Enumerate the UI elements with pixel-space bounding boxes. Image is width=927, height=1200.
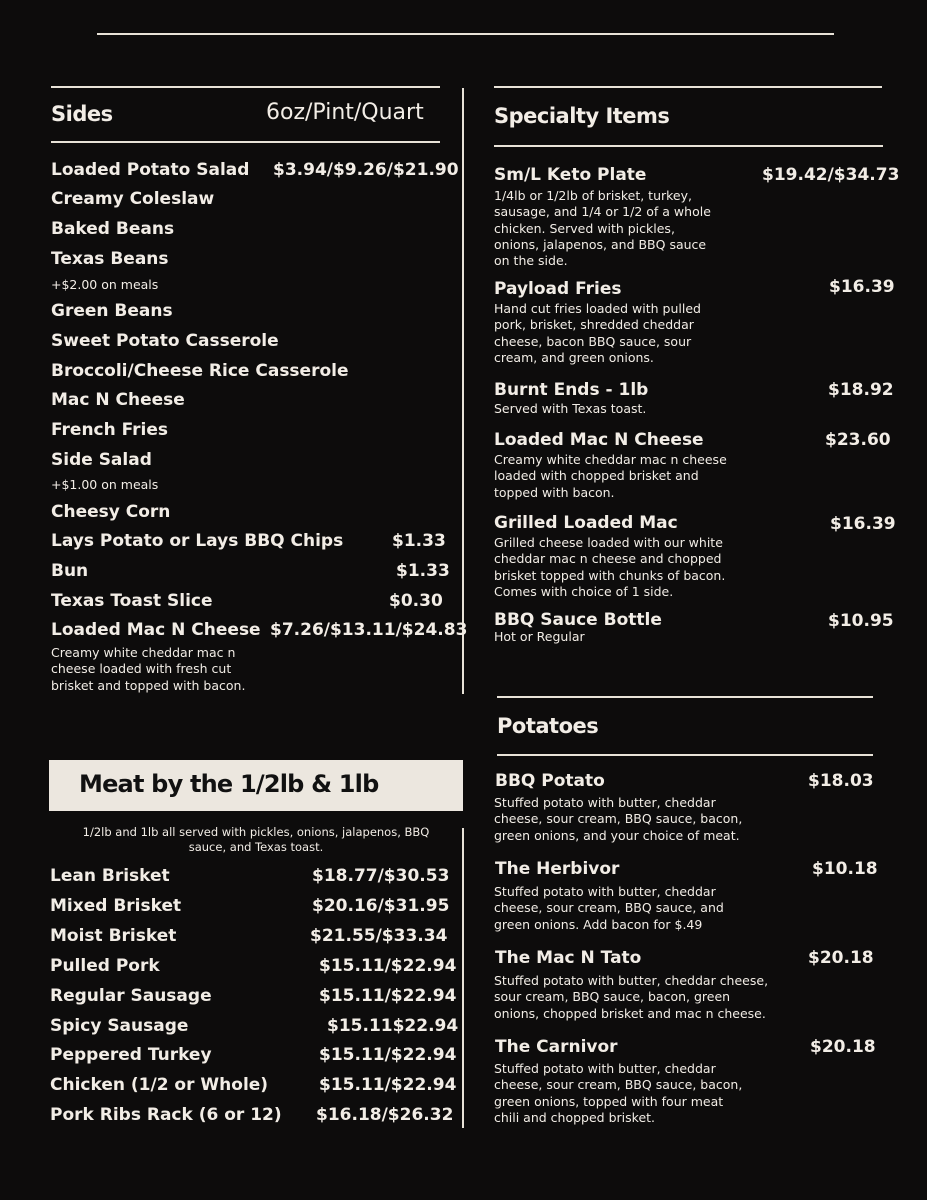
item-price: $1.33: [396, 561, 450, 581]
item-price: $15.11$22.94: [327, 1016, 459, 1036]
list-item: [51, 160, 249, 180]
item-price: $15.11/$22.94: [319, 1075, 457, 1095]
potatoes-top-rule: [497, 696, 873, 698]
list-item: Spicy Sausage: [50, 1016, 189, 1036]
item-price: $18.77/$30.53: [312, 866, 450, 886]
item-price: $20.16/$31.95: [312, 896, 450, 916]
item-price: $16.39: [829, 277, 895, 297]
list-item: BBQ Sauce Bottle: [494, 610, 662, 630]
list-item: Loaded Mac N Cheese: [494, 430, 704, 450]
list-item: Loaded Mac N Cheese: [51, 620, 261, 640]
item-price: $10.18: [812, 859, 878, 879]
potatoes-heading: Potatoes: [497, 714, 599, 738]
list-item: Lean Brisket: [50, 866, 170, 886]
list-item: Lays Potato or Lays BBQ Chips: [51, 531, 344, 551]
list-item: Burnt Ends - 1lb: [494, 380, 649, 400]
list-item: French Fries: [51, 420, 169, 440]
item-price: $10.95: [828, 611, 894, 631]
potatoes-bottom-rule: [497, 754, 873, 756]
list-item: Payload Fries: [494, 279, 622, 299]
sides-top-rule: [51, 86, 440, 88]
specialty-heading: Specialty Items: [494, 104, 670, 128]
item-description: Stuffed potato with butter, cheddar cheese, sour cream, BBQ sauce, and green onions. Add bacon for $.49: [494, 884, 724, 932]
top-divider: [97, 33, 834, 35]
item-price: $15.11/$22.94: [319, 986, 457, 1006]
list-item: Sweet Potato Casserole: [51, 331, 279, 351]
item-description: Creamy white cheddar mac n cheese loaded with chopped brisket and topped with bacon.: [494, 452, 727, 500]
specialty-bottom-rule: [494, 145, 883, 147]
list-item: Peppered Turkey: [50, 1045, 212, 1065]
list-item: Broccoli/Cheese Rice Casserole: [51, 361, 349, 381]
list-item: Pulled Pork: [50, 956, 160, 976]
item-description: Hand cut fries loaded with pulled pork, brisket, shredded cheddar cheese, bacon BBQ sauce, sour cream, and green onions.: [494, 301, 701, 365]
sides-size-label: 6oz/Pint/Quart: [266, 100, 424, 125]
list-item: Pork Ribs Rack (6 or 12): [50, 1105, 282, 1125]
sides-bottom-rule: [51, 141, 440, 143]
item-price: $18.92: [828, 380, 894, 400]
item-description: Served with Texas toast.: [494, 401, 647, 416]
item-name: Loaded Potato Salad: [51, 160, 250, 180]
item-price: $15.11/$22.94: [319, 956, 457, 976]
item-price: $15.11/$22.94: [319, 1045, 457, 1065]
list-item: Mixed Brisket: [50, 896, 182, 916]
meat-heading: Meat by the 1/2lb & 1lb: [79, 770, 379, 798]
item-price: $3.94/$9.26/$21.90: [273, 160, 459, 180]
meat-heading-banner: [49, 760, 463, 811]
list-item: Texas Toast Slice: [51, 591, 213, 611]
column-divider-upper: [462, 88, 464, 694]
list-item: Side Salad: [51, 450, 152, 470]
item-description: Hot or Regular: [494, 629, 585, 644]
list-item: Cheesy Corn: [51, 502, 171, 522]
list-item: Chicken (1/2 or Whole): [50, 1075, 269, 1095]
item-description: 1/4lb or 1/2lb of brisket, turkey, sausage, and 1/4 or 1/2 of a whole chicken. Served with pickles, onions, jalapenos, and BBQ sauce on the side.: [494, 188, 711, 269]
column-divider-lower: [462, 828, 464, 1128]
item-description: Grilled cheese loaded with our white cheddar mac n cheese and chopped brisket topped with chunks of bacon. Comes with choice of 1 side.: [494, 535, 726, 599]
list-item: Regular Sausage: [50, 986, 212, 1006]
item-note: +$2.00 on meals: [51, 277, 159, 292]
item-price: $19.42/$34.73: [762, 165, 900, 185]
list-item: The Mac N Tato: [495, 948, 642, 968]
item-price: $18.03: [808, 771, 874, 791]
list-item: Creamy Coleslaw: [51, 189, 215, 209]
list-item: The Carnivor: [495, 1037, 618, 1057]
list-item: Bun: [51, 561, 89, 581]
item-price: $16.39: [830, 514, 896, 534]
item-description: Stuffed potato with butter, cheddar cheese, sour cream, BBQ sauce, bacon, green onions, and your choice of meat.: [494, 795, 743, 843]
list-item: Moist Brisket: [50, 926, 177, 946]
sides-heading: Sides: [51, 102, 113, 126]
list-item: Grilled Loaded Mac: [494, 513, 678, 533]
item-price: $0.30: [389, 591, 443, 611]
item-description: Stuffed potato with butter, cheddar cheese, sour cream, BBQ sauce, bacon, green onions, topped with four meat chili and chopped brisket.: [494, 1061, 743, 1125]
list-item: Sm/L Keto Plate: [494, 165, 647, 185]
list-item: Mac N Cheese: [51, 390, 185, 410]
item-price: $20.18: [810, 1037, 876, 1057]
item-price: $16.18/$26.32: [316, 1105, 454, 1125]
item-note: +$1.00 on meals: [51, 477, 159, 492]
item-price: $7.26/$13.11/$24.83: [270, 620, 468, 640]
list-item: The Herbivor: [495, 859, 620, 879]
specialty-top-rule: [494, 86, 882, 88]
item-price: $1.33: [392, 531, 446, 551]
list-item: Baked Beans: [51, 219, 175, 239]
item-description: Stuffed potato with butter, cheddar cheese, sour cream, BBQ sauce, bacon, green onions, chopped brisket and mac n cheese.: [494, 973, 769, 1021]
item-price: $23.60: [825, 430, 891, 450]
item-price: $20.18: [808, 948, 874, 968]
item-description: Creamy white cheddar mac n cheese loaded with fresh cut brisket and topped with bacon.: [51, 645, 246, 693]
list-item: BBQ Potato: [495, 771, 605, 791]
item-price: $21.55/$33.34: [310, 926, 448, 946]
list-item: Green Beans: [51, 301, 173, 321]
list-item: Texas Beans: [51, 249, 169, 269]
meat-note: 1/2lb and 1lb all served with pickles, onions, jalapenos, BBQ sauce, and Texas toast.: [82, 825, 430, 854]
